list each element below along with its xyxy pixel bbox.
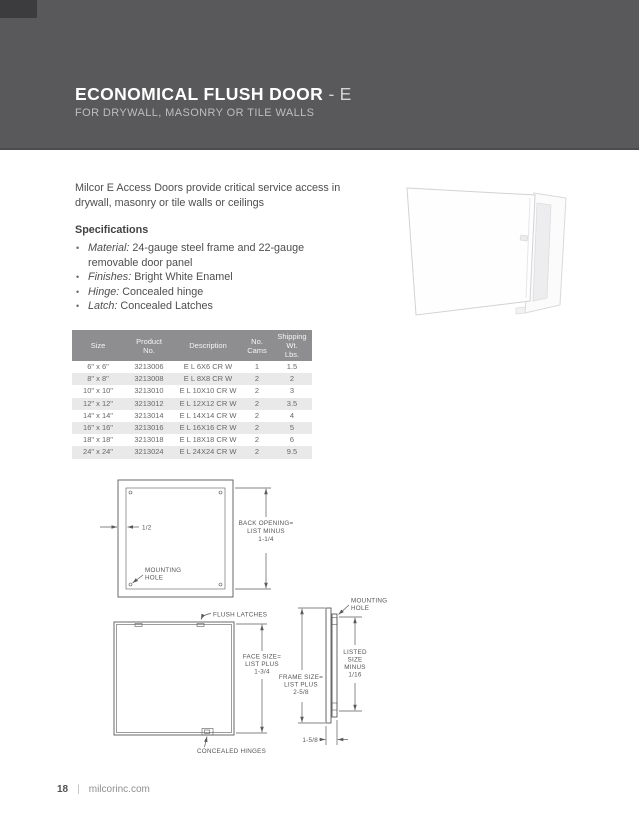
door-face-outline bbox=[114, 622, 234, 735]
mounting-hole-label: MOUNTING bbox=[145, 567, 182, 574]
bullet-icon: • bbox=[76, 272, 80, 283]
table-cell: 14" x 14" bbox=[83, 410, 113, 420]
table-cell: 1.5 bbox=[286, 362, 298, 371]
face-view-drawing bbox=[114, 612, 281, 756]
flush-latches-label: FLUSH LATCHES bbox=[213, 611, 268, 619]
face-size-label: LIST PLUS bbox=[245, 661, 279, 668]
spec-label: Hinge: bbox=[88, 285, 120, 298]
hinge-mark bbox=[202, 729, 213, 736]
spec-text: 24-gauge steel frame and 22-gauge bbox=[132, 242, 305, 254]
page-footer bbox=[57, 784, 150, 795]
header-title-group bbox=[75, 84, 351, 119]
table-cell: 2 bbox=[254, 447, 260, 457]
table-row bbox=[72, 398, 312, 410]
spec-label: Finishes: bbox=[88, 271, 132, 284]
table-cell: 3213012 bbox=[134, 398, 164, 408]
table-cell: E L 14X14 CR W bbox=[179, 410, 237, 420]
spec-item bbox=[75, 270, 304, 285]
intro-line-2: drywall, masonry or tile walls or ceilings bbox=[75, 197, 265, 209]
spec-text: Concealed Latches bbox=[120, 300, 213, 313]
table-cell: 1 bbox=[254, 362, 260, 371]
table-row bbox=[72, 361, 312, 373]
table-header-cell bbox=[242, 330, 272, 361]
header-line: Lbs. bbox=[284, 350, 300, 359]
table-header-cell bbox=[174, 330, 242, 361]
spec-text: Concealed hinge bbox=[122, 285, 204, 298]
spec-label: Material: bbox=[88, 242, 130, 254]
door-face-inner-outline bbox=[117, 625, 232, 733]
mounting-hole-mark bbox=[332, 703, 337, 710]
page-number: 18 bbox=[57, 784, 69, 795]
header-line: Product bbox=[136, 336, 162, 346]
listed-size-label: 1/16 bbox=[348, 671, 362, 679]
spec-text-continued: removable door panel bbox=[88, 256, 193, 269]
table-cell: E L 6X6 CR W bbox=[183, 362, 233, 371]
spec-item bbox=[75, 241, 304, 270]
table-cell: 3213006 bbox=[134, 362, 164, 371]
table-cell: 12" x 12" bbox=[83, 398, 113, 408]
leader-line bbox=[201, 614, 211, 620]
mounting-hole-label: MOUNTING bbox=[351, 597, 388, 605]
table-cell: 18" x 18" bbox=[83, 435, 113, 445]
table-cell: 2 bbox=[254, 435, 260, 445]
leader-line bbox=[339, 605, 350, 615]
mounting-hole-mark bbox=[129, 491, 132, 494]
technical-drawings bbox=[85, 465, 485, 775]
website-text: milcorinc.com bbox=[88, 784, 150, 795]
table-cell: 2 bbox=[254, 386, 260, 396]
page-title-text: ECONOMICAL FLUSH DOOR bbox=[75, 84, 324, 104]
table-cell: 3213018 bbox=[134, 435, 164, 445]
header-line: Size bbox=[90, 341, 106, 350]
table-cell: 5 bbox=[289, 423, 295, 433]
bullet-icon: • bbox=[76, 286, 80, 297]
leader-line bbox=[133, 575, 144, 583]
table-row bbox=[72, 446, 312, 458]
mounting-hole-mark bbox=[129, 583, 132, 586]
frame-flange-profile bbox=[326, 608, 331, 723]
table-row bbox=[72, 373, 312, 385]
header-band bbox=[0, 0, 639, 150]
table-cell: 6 bbox=[289, 435, 295, 445]
spec-label: Latch: bbox=[88, 300, 118, 313]
table-cell: 2 bbox=[254, 398, 260, 408]
table-cell: E L 18X18 CR W bbox=[179, 435, 237, 445]
header-line: Description bbox=[189, 341, 227, 350]
table-cell: 9.5 bbox=[286, 447, 298, 457]
back-view-drawing bbox=[100, 480, 293, 597]
header-line: Cams bbox=[247, 345, 267, 355]
spec-item bbox=[75, 299, 304, 314]
depth-dimension: 1-5/8 bbox=[302, 737, 318, 744]
table-row bbox=[72, 410, 312, 422]
table-cell: 6" x 6" bbox=[87, 362, 109, 371]
header-line: No. bbox=[143, 345, 155, 355]
table-cell: 3213010 bbox=[134, 386, 164, 396]
table-cell: E L 12X12 CR W bbox=[179, 398, 237, 408]
table-cell: 3.5 bbox=[286, 398, 298, 408]
spec-text: Bright White Enamel bbox=[134, 271, 233, 284]
listed-size-label: SIZE bbox=[347, 656, 363, 664]
page-title bbox=[75, 84, 351, 104]
table-cell: E L 24X24 CR W bbox=[179, 447, 237, 457]
table-header-cell bbox=[72, 330, 124, 361]
table-cell: 2 bbox=[289, 374, 295, 384]
door-hinge-tab bbox=[516, 307, 525, 314]
table-cell: 3213016 bbox=[134, 423, 164, 433]
door-panel bbox=[407, 188, 535, 315]
back-opening-label: LIST MINUS bbox=[247, 528, 285, 535]
mounting-hole-label: HOLE bbox=[145, 574, 164, 582]
page-title-suffix: - E bbox=[328, 84, 352, 104]
face-size-label: 1-3/4 bbox=[254, 668, 270, 676]
side-view-drawing bbox=[279, 598, 387, 746]
bullet-icon: • bbox=[76, 301, 80, 312]
header-line: No. bbox=[251, 336, 263, 346]
table-cell: 10" x 10" bbox=[83, 386, 113, 396]
hinge-mark-inner bbox=[205, 730, 210, 734]
leader-line bbox=[205, 737, 208, 748]
specifications-heading: Specifications bbox=[75, 224, 149, 236]
specifications-section bbox=[75, 224, 304, 314]
table-cell: E L 16X16 CR W bbox=[179, 423, 237, 433]
table-header-row bbox=[72, 330, 312, 361]
frame-size-label: FRAME SIZE= bbox=[278, 674, 324, 681]
bullet-icon: • bbox=[76, 243, 80, 253]
table-row bbox=[72, 385, 312, 397]
header-line: Shipping Wt. bbox=[277, 332, 307, 350]
latch-mark bbox=[135, 624, 142, 627]
table-row bbox=[72, 434, 312, 446]
intro-line-1: Milcor E Access Doors provide critical service access in bbox=[75, 182, 341, 194]
table-cell: 3 bbox=[289, 386, 295, 396]
table-cell: 16" x 16" bbox=[83, 423, 113, 433]
mounting-hole-mark bbox=[219, 491, 222, 494]
mounting-hole-mark bbox=[219, 583, 222, 586]
back-opening-label: 1-1/4 bbox=[258, 536, 274, 543]
table-cell: 2 bbox=[254, 423, 260, 433]
latch-mark bbox=[197, 624, 204, 627]
door-latch bbox=[520, 235, 528, 241]
table-cell: 3213024 bbox=[134, 447, 164, 457]
product-table bbox=[72, 330, 312, 459]
header-corner-block bbox=[0, 0, 37, 18]
face-size-label: FACE SIZE= bbox=[242, 653, 282, 661]
mounting-hole-mark bbox=[332, 618, 337, 625]
concealed-hinges-label: CONCEALED HINGES bbox=[197, 748, 267, 755]
table-row bbox=[72, 422, 312, 434]
door-profile bbox=[332, 614, 337, 717]
intro-text bbox=[75, 181, 340, 211]
mounting-hole-label: HOLE bbox=[351, 605, 370, 612]
product-photo bbox=[395, 172, 585, 332]
table-header-cell bbox=[272, 330, 312, 361]
table-cell: 3213008 bbox=[134, 374, 164, 384]
table-cell: 4 bbox=[289, 410, 295, 420]
table-cell: 2 bbox=[254, 374, 260, 384]
listed-size-label: LISTED bbox=[343, 649, 367, 656]
table-cell: 24" x 24" bbox=[83, 447, 113, 457]
frame-size-label: LIST PLUS bbox=[284, 681, 318, 689]
frame-outer-outline bbox=[118, 480, 233, 597]
footer-separator: | bbox=[77, 784, 80, 795]
back-opening-label: BACK OPENING= bbox=[238, 520, 294, 527]
table-cell: 3213014 bbox=[134, 410, 164, 420]
half-inch-dimension: 1/2 bbox=[142, 524, 152, 532]
page-subtitle: FOR DRYWALL, MASONRY OR TILE WALLS bbox=[75, 107, 315, 119]
listed-size-label: MINUS bbox=[344, 664, 366, 671]
spec-item bbox=[75, 285, 304, 300]
table-cell: 2 bbox=[254, 410, 260, 420]
frame-size-label: 2-5/8 bbox=[293, 689, 309, 696]
table-cell: E L 8X8 CR W bbox=[183, 374, 233, 384]
table-cell: E L 10X10 CR W bbox=[179, 386, 237, 396]
table-cell: 8" x 8" bbox=[87, 374, 109, 384]
table-header-cell bbox=[124, 330, 174, 361]
